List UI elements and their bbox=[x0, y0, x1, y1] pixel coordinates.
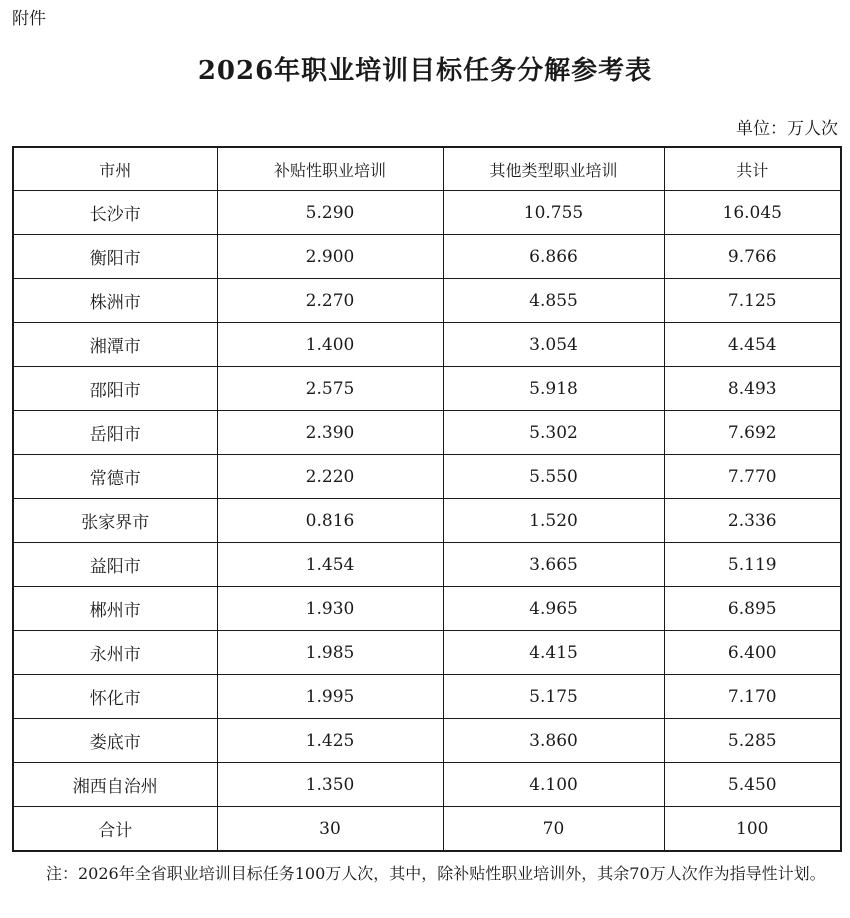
cell-subsidized: 2.390 bbox=[217, 411, 443, 455]
cell-city: 湘西自治州 bbox=[13, 763, 217, 807]
table-row bbox=[13, 191, 841, 235]
cell-city: 张家界市 bbox=[13, 499, 217, 543]
cell-total: 4.454 bbox=[664, 323, 841, 367]
cell-total: 7.170 bbox=[664, 675, 841, 719]
cell-other: 4.855 bbox=[443, 279, 664, 323]
footnote: 注：2026年全省职业培训目标任务100万人次，其中，除补贴性职业培训外，其余70万人次作为指导性计划。 bbox=[46, 864, 826, 883]
cell-city: 郴州市 bbox=[13, 587, 217, 631]
cell-city: 怀化市 bbox=[13, 675, 217, 719]
cell-subsidized: 0.816 bbox=[217, 499, 443, 543]
cell-subsidized: 1.425 bbox=[217, 719, 443, 763]
table-row bbox=[13, 631, 841, 675]
cell-total: 16.045 bbox=[664, 191, 841, 235]
cell-total: 7.770 bbox=[664, 455, 841, 499]
cell-subsidized: 1.400 bbox=[217, 323, 443, 367]
cell-other: 5.175 bbox=[443, 675, 664, 719]
cell-other: 5.918 bbox=[443, 367, 664, 411]
table-row bbox=[13, 543, 841, 587]
table-row bbox=[13, 411, 841, 455]
table-row bbox=[13, 587, 841, 631]
cell-total: 7.125 bbox=[664, 279, 841, 323]
cell-other: 10.755 bbox=[443, 191, 664, 235]
cell-other: 5.302 bbox=[443, 411, 664, 455]
cell-city: 湘潭市 bbox=[13, 323, 217, 367]
table-row bbox=[13, 455, 841, 499]
cell-total: 5.119 bbox=[664, 543, 841, 587]
attachment-label: 附件 bbox=[12, 9, 46, 29]
cell-city: 株洲市 bbox=[13, 279, 217, 323]
header-subsidized-training: 补贴性职业培训 bbox=[217, 147, 443, 191]
unit-label: 单位：万人次 bbox=[736, 119, 838, 139]
header-total: 共计 bbox=[664, 147, 841, 191]
document-title: 2026年职业培训目标任务分解参考表 bbox=[197, 56, 653, 86]
cell-subsidized: 1.350 bbox=[217, 763, 443, 807]
table-header-row bbox=[13, 147, 841, 191]
cell-city: 长沙市 bbox=[13, 191, 217, 235]
table-row bbox=[13, 235, 841, 279]
cell-other: 4.100 bbox=[443, 763, 664, 807]
cell-subsidized: 5.290 bbox=[217, 191, 443, 235]
cell-total: 5.450 bbox=[664, 763, 841, 807]
cell-city: 衡阳市 bbox=[13, 235, 217, 279]
cell-subsidized: 1.985 bbox=[217, 631, 443, 675]
cell-subsidized: 2.270 bbox=[217, 279, 443, 323]
table-row bbox=[13, 367, 841, 411]
cell-city: 岳阳市 bbox=[13, 411, 217, 455]
cell-city: 益阳市 bbox=[13, 543, 217, 587]
cell-total: 100 bbox=[664, 807, 841, 852]
cell-subsidized: 1.995 bbox=[217, 675, 443, 719]
cell-other: 5.550 bbox=[443, 455, 664, 499]
cell-other: 6.866 bbox=[443, 235, 664, 279]
cell-total: 8.493 bbox=[664, 367, 841, 411]
table-row bbox=[13, 719, 841, 763]
cell-city: 邵阳市 bbox=[13, 367, 217, 411]
header-city: 市州 bbox=[13, 147, 217, 191]
cell-city: 永州市 bbox=[13, 631, 217, 675]
cell-other: 4.415 bbox=[443, 631, 664, 675]
cell-total: 6.400 bbox=[664, 631, 841, 675]
cell-total: 5.285 bbox=[664, 719, 841, 763]
cell-other: 3.860 bbox=[443, 719, 664, 763]
training-target-table bbox=[12, 146, 842, 852]
cell-subsidized: 2.575 bbox=[217, 367, 443, 411]
cell-total: 9.766 bbox=[664, 235, 841, 279]
cell-subsidized: 1.454 bbox=[217, 543, 443, 587]
cell-other: 3.054 bbox=[443, 323, 664, 367]
cell-other: 4.965 bbox=[443, 587, 664, 631]
cell-subsidized: 2.900 bbox=[217, 235, 443, 279]
table-row bbox=[13, 279, 841, 323]
cell-total: 2.336 bbox=[664, 499, 841, 543]
table-total-row bbox=[13, 807, 841, 852]
table-row bbox=[13, 675, 841, 719]
cell-city: 合计 bbox=[13, 807, 217, 852]
header-other-training: 其他类型职业培训 bbox=[443, 147, 664, 191]
cell-other: 70 bbox=[443, 807, 664, 852]
cell-subsidized: 2.220 bbox=[217, 455, 443, 499]
cell-other: 3.665 bbox=[443, 543, 664, 587]
cell-other: 1.520 bbox=[443, 499, 664, 543]
table-row bbox=[13, 763, 841, 807]
cell-city: 娄底市 bbox=[13, 719, 217, 763]
cell-subsidized: 1.930 bbox=[217, 587, 443, 631]
table-row bbox=[13, 323, 841, 367]
cell-subsidized: 30 bbox=[217, 807, 443, 852]
cell-total: 7.692 bbox=[664, 411, 841, 455]
cell-total: 6.895 bbox=[664, 587, 841, 631]
table-row bbox=[13, 499, 841, 543]
cell-city: 常德市 bbox=[13, 455, 217, 499]
